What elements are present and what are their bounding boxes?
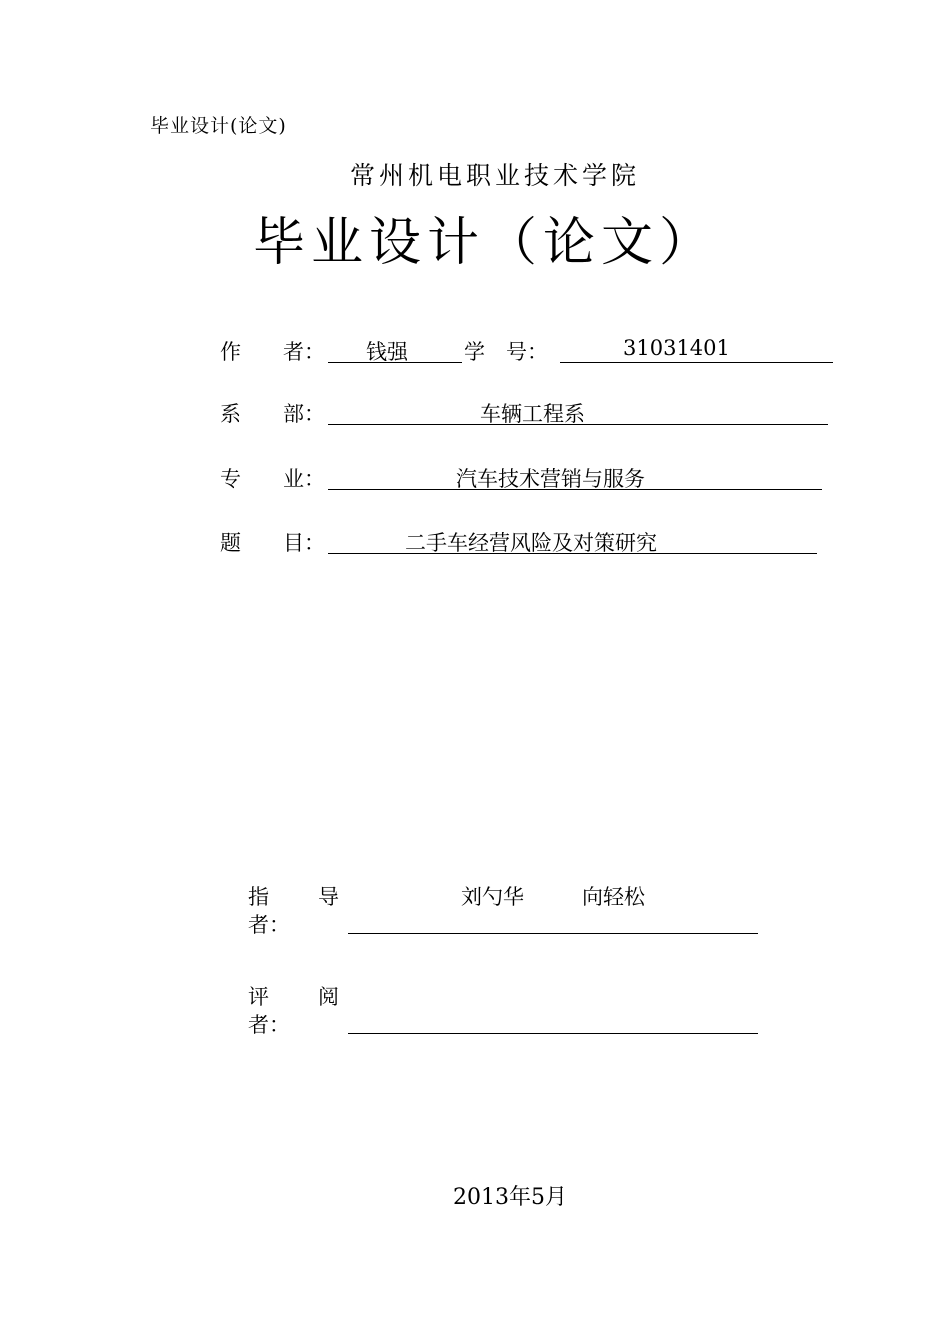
cover-title: 毕业设计（论文） <box>252 213 717 273</box>
author-value: 钱强 <box>366 340 408 364</box>
advisor-label-3: 者： <box>248 913 290 937</box>
topic-value: 二手车经营风险及对策研究 <box>405 531 657 555</box>
cover-date: 2013年5月 <box>453 1185 567 1210</box>
advisor-label-1: 指 <box>248 885 269 909</box>
author-label: 作 者： <box>220 340 325 364</box>
topic-label: 题 目： <box>220 531 325 555</box>
major-value: 汽车技术营销与服务 <box>456 467 645 491</box>
reviewer-underline <box>348 1033 758 1034</box>
reviewer-block <box>248 981 808 1051</box>
department-value: 车辆工程系 <box>480 402 585 426</box>
major-label: 专 业： <box>220 467 325 491</box>
department-label: 系 部： <box>220 402 325 426</box>
student-id-underline <box>560 362 833 363</box>
student-id-label: 学 号： <box>464 340 548 364</box>
advisor-underline <box>348 933 758 934</box>
reviewer-label-1: 评 <box>248 985 269 1009</box>
reviewer-label-3: 者： <box>248 1013 290 1037</box>
advisor-name-1: 刘勺华 <box>461 885 524 909</box>
reviewer-label-2: 阅 <box>318 985 339 1009</box>
student-id-value: 31031401 <box>623 336 730 360</box>
running-header: 毕业设计(论文) <box>150 115 287 137</box>
advisor-block <box>248 881 808 951</box>
school-name: 常州机电职业技术学院 <box>349 161 640 190</box>
advisor-label-2: 导 <box>318 885 339 909</box>
advisor-name-2: 向轻松 <box>582 885 645 909</box>
